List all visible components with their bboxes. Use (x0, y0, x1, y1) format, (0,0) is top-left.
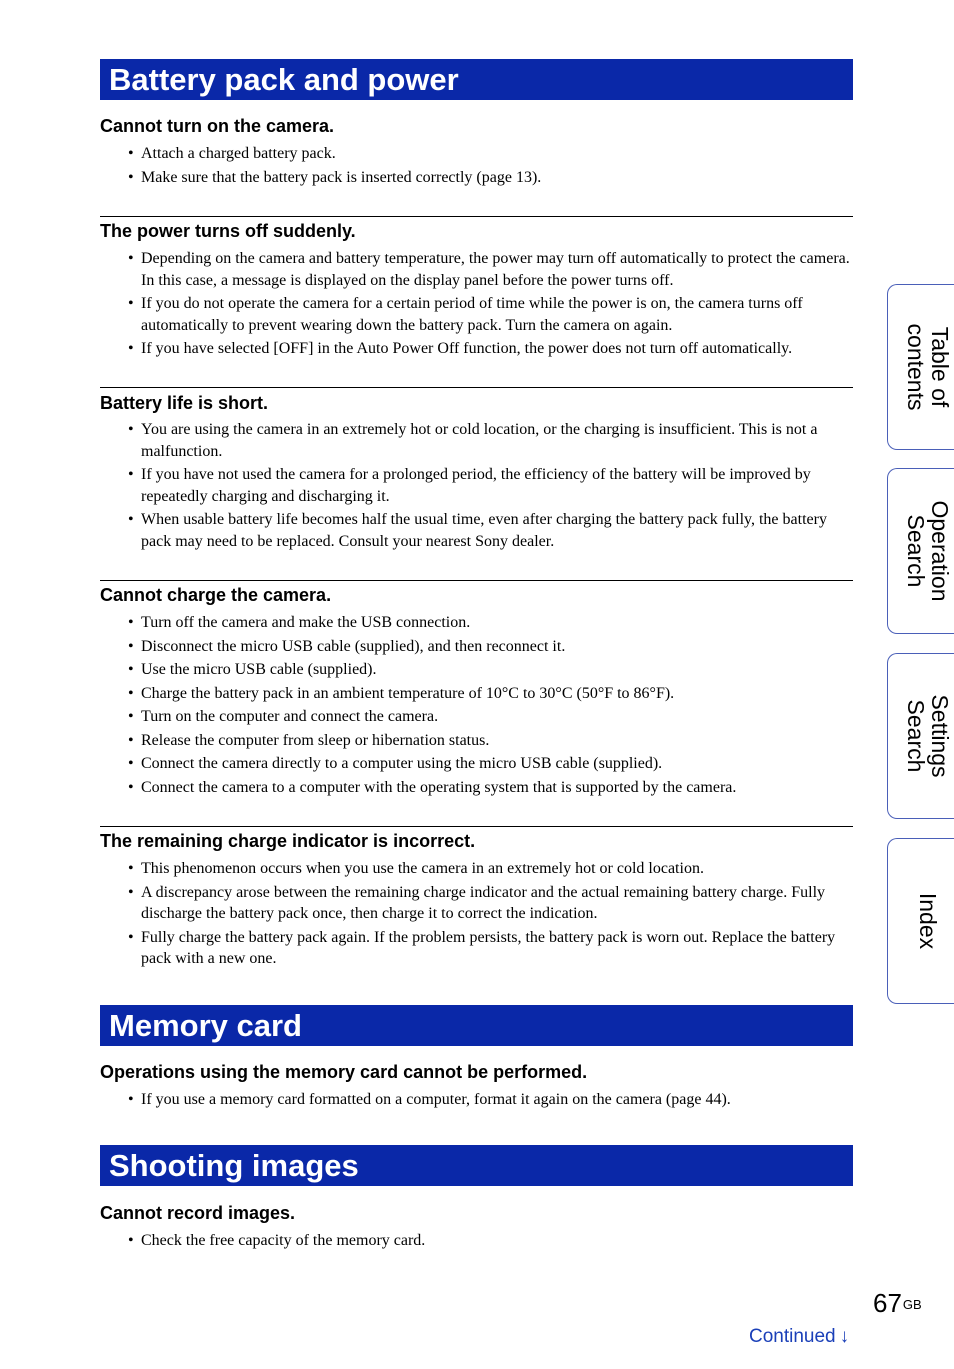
tab-operation-search[interactable] (887, 468, 954, 634)
divider (100, 580, 853, 581)
topic-list (128, 612, 854, 800)
section-title-battery: Battery pack and power (100, 59, 853, 100)
list-item: • Depending on the camera and battery temperature, the power may turn off automatically to protect the camera. In this case, a message is displayed on the display panel before the power turns off. (128, 248, 854, 291)
list-item: • Fully charge the battery pack again. If the problem persists, the battery pack is worn out. Replace the battery pack with a new one. (128, 927, 854, 970)
list-item: • Make sure that the battery pack is inserted correctly (page 13). (128, 167, 854, 189)
topic-heading: Operations using the memory card cannot be performed. (100, 1062, 588, 1082)
list-item: • Release the computer from sleep or hibernation status. (128, 730, 854, 752)
list-item: • If you have selected [OFF] in the Auto Power Off function, the power does not turn off automatically. (128, 338, 854, 360)
topic-heading: The remaining charge indicator is incorrect. (100, 831, 476, 851)
list-item: • Connect the camera to a computer with the operating system that is supported by the camera. (128, 777, 854, 799)
topic-heading: Cannot turn on the camera. (100, 116, 335, 136)
tab-table-of-contents[interactable] (887, 284, 954, 450)
topic-list (128, 419, 854, 554)
divider (100, 387, 853, 388)
list-item: • Turn off the camera and make the USB connection. (128, 612, 854, 634)
list-item: • Attach a charged battery pack. (128, 143, 854, 165)
page-number (873, 1288, 922, 1318)
tab-settings-search[interactable] (887, 653, 954, 819)
topic-list (128, 1089, 854, 1113)
tab-index[interactable] (887, 838, 954, 1004)
tab-label: Table of contents (902, 323, 953, 411)
topic-list (128, 1230, 854, 1254)
section-title-shooting: Shooting images (100, 1145, 853, 1186)
topic-list (128, 248, 854, 362)
topic-heading: The power turns off suddenly. (100, 221, 356, 241)
list-item: • You are using the camera in an extremely hot or cold location, or the charging is insufficient. This is not a malfunction. (128, 419, 854, 462)
list-item: • Disconnect the micro USB cable (supplied), and then reconnect it. (128, 636, 854, 658)
continued-link[interactable] (749, 1325, 849, 1349)
list-item: • Use the micro USB cable (supplied). (128, 659, 854, 681)
topic-heading: Cannot record images. (100, 1203, 296, 1223)
list-item: • Turn on the computer and connect the camera. (128, 706, 854, 728)
tab-label: Settings Search (902, 694, 953, 778)
list-item: • When usable battery life becomes half the usual time, even after charging the battery pack fully, the battery pack may need to be replaced. Consult your nearest Sony dealer. (128, 509, 854, 552)
arrow-down-icon: ↓ (839, 1326, 850, 1347)
continued-label: Continued (749, 1326, 836, 1347)
tab-label: Operation Search (902, 500, 953, 602)
tab-label: Index (914, 892, 941, 950)
list-item: • If you do not operate the camera for a certain period of time while the power is on, the camera turns off automatically to prevent wearing down the battery pack. Turn the camera on again. (128, 293, 854, 336)
list-item: • This phenomenon occurs when you use the camera in an extremely hot or cold location. (128, 858, 854, 880)
topic-list (128, 858, 854, 972)
page-number-value: 67 (873, 1288, 902, 1318)
page-region: GB (902, 1297, 922, 1312)
section-title-memory-card: Memory card (100, 1005, 853, 1046)
list-item: • If you use a memory card formatted on a computer, format it again on the camera (page 44). (128, 1089, 854, 1111)
divider (100, 216, 853, 217)
topic-heading: Cannot charge the camera. (100, 585, 332, 605)
list-item: • Check the free capacity of the memory card. (128, 1230, 854, 1252)
divider (100, 826, 853, 827)
topic-list (128, 143, 854, 190)
list-item: • A discrepancy arose between the remaining charge indicator and the actual remaining battery charge. Fully discharge the battery pack once, then charge it to correct the indication. (128, 882, 854, 925)
list-item: • Connect the camera directly to a computer using the micro USB cable (supplied). (128, 753, 854, 775)
topic-heading: Battery life is short. (100, 393, 269, 413)
list-item: • Charge the battery pack in an ambient temperature of 10°C to 30°C (50°F to 86°F). (128, 683, 854, 705)
list-item: • If you have not used the camera for a prolonged period, the efficiency of the battery will be improved by repeatedly charging and discharging it. (128, 464, 854, 507)
